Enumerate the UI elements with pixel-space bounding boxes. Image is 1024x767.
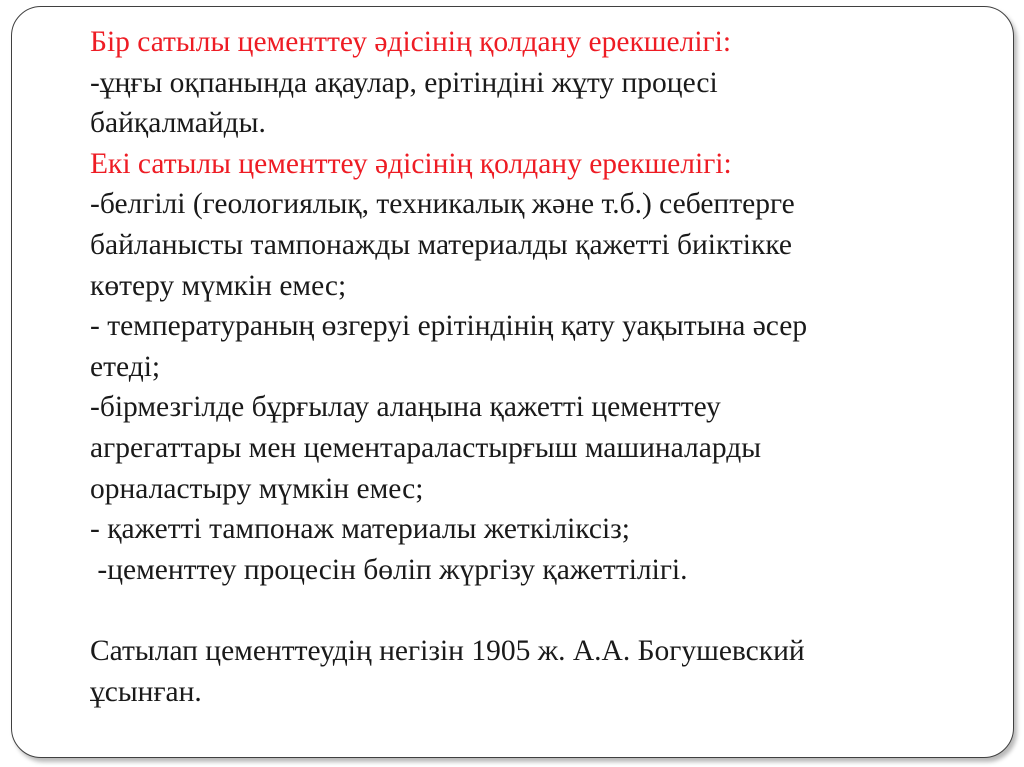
footnote-line: ұсынған. [90,675,202,708]
text-line: орналастыру мүмкін емес; [90,472,424,505]
paragraph-gap [90,590,970,631]
text-line: байланысты тампонажды материалды қажетті биіктікке [90,228,793,261]
text-line: - температураның өзгеруі ерітіндінің қату уақытына әсер [90,310,808,343]
heading-two-stage: Екі сатылы цементтеу әдісінің қолдану ерекшелігі: [90,147,732,180]
text-line: -цементтеу процесін бөліп жүргізу қажеттілігі. [90,553,688,586]
text-line: агрегаттары мен цементараластырғыш машиналарды [90,431,762,464]
text-line: -ұңғы оқпанында ақаулар, ерітіндіні жұту процесі [90,66,718,99]
text-line: көтеру мүмкін емес; [90,269,347,302]
text-line: - қажетті тампонаж материалы жеткіліксіз; [90,513,631,546]
text-line: -белгілі (геологиялық, техникалық және т.б.) себептерге [90,188,795,221]
text-line: байқалмайды. [90,107,266,140]
slide-text [90,22,970,713]
footnote-line: Сатылап цементтеудің негізін 1905 ж. А.А. Богушевский [90,635,805,668]
text-line: -бірмезгілде бұрғылау алаңына қажетті цементтеу [90,391,721,424]
text-line: етеді; [90,350,161,383]
heading-one-stage: Бір сатылы цементтеу әдісінің қолдану ерекшелігі: [90,26,732,58]
